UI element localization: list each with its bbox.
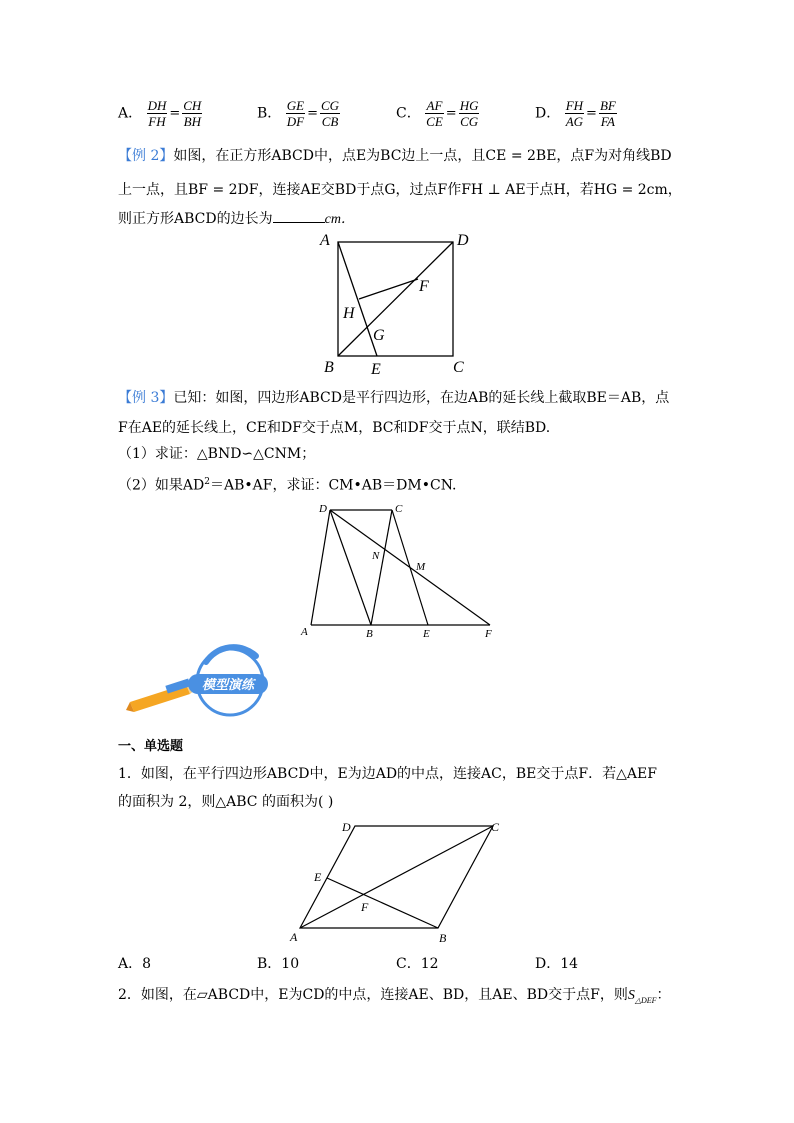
segment-db	[330, 510, 371, 625]
option-d: D． $\frac{FH}{AG}$ = $\frac{BF}{FA}$	[535, 98, 616, 129]
segment-ad	[311, 510, 330, 625]
diagonal-bd	[338, 242, 453, 356]
ex2-line2: 上一点，且BF = 2DF，连接AE交BD于点G，过点F作FH ⊥ AE于点H，若HG = 2cm，	[118, 182, 682, 198]
label-b: B	[439, 931, 447, 945]
answer-blank	[273, 208, 325, 223]
q1-option-b: B．10	[257, 956, 300, 972]
label-m: M	[416, 561, 426, 573]
diagonal-ac	[300, 826, 493, 928]
model-practice-badge	[126, 644, 272, 718]
segment-cb	[371, 510, 392, 625]
ex3-line1: 【例 3】已知：如图，四边形ABCD是平行四边形，在边AB的延长线上截取BE＝AB，点	[118, 390, 670, 406]
q1-line2: 的面积为 2，则△ABC 的面积为( )	[118, 794, 334, 810]
ex2-figure	[315, 228, 485, 376]
label-c: C	[395, 503, 403, 515]
label-a: A	[320, 232, 330, 249]
label-b: B	[324, 359, 334, 376]
label-e: E	[314, 870, 322, 884]
segment-fh	[359, 279, 418, 299]
label-a: A	[290, 930, 298, 944]
badge-label: 模型演练	[201, 677, 255, 692]
q1-option-d: D．14	[535, 956, 579, 972]
option-a: A． $\frac{DH}{FH}$ = $\frac{CH}{BH}$	[118, 98, 202, 129]
option-b: B． $\frac{GE}{DF}$ = $\frac{CG}{CB}$	[257, 98, 340, 129]
ex3-part2: （2）如果$AD^2=AB•AF$，求证：CM•AB＝DM•CN.	[118, 477, 457, 494]
label-c: C	[453, 359, 464, 376]
label-d: D	[342, 820, 351, 834]
label-a: A	[301, 626, 308, 638]
ex3-tag: 【例 3】	[118, 390, 174, 406]
label-b: B	[366, 628, 373, 640]
label-d: D	[457, 232, 469, 249]
ex3-line2: F在AE的延长线上，CE和DF交于点M，BC和DF交于点N，联结BD.	[118, 420, 551, 436]
ex3-part1: （1）求证：△BND∽△CNM；	[118, 446, 316, 462]
label-c: C	[491, 820, 500, 834]
segment-df	[330, 510, 490, 625]
label-e: E	[423, 628, 430, 640]
ex2-tag: 【例 2】	[118, 148, 174, 164]
segment-ae	[338, 242, 377, 356]
q1-line1: 1．如图，在平行四边形ABCD中，E为边AD的中点，连接AC，BE交于点F．若△AEF	[118, 766, 657, 782]
label-n: N	[372, 550, 380, 562]
ex3-figure	[298, 500, 508, 642]
label-h: H	[343, 305, 355, 322]
q1-option-a: A．8	[118, 956, 152, 972]
ex2-line1: 【例 2】如图，在正方形ABCD中，点E为BC边上一点，且CE = 2BE，点F为对角线BD	[118, 148, 672, 164]
label-f: F	[361, 900, 369, 914]
segment-be	[327, 878, 438, 928]
ex2-line3: 则正方形ABCD的边长为 cm．	[118, 208, 355, 230]
q1-figure	[285, 815, 510, 947]
option-c: C． $\frac{AF}{CE}$ = $\frac{HG}{CG}$	[396, 98, 479, 129]
label-d: D	[319, 503, 327, 515]
label-f: F	[485, 628, 492, 640]
label-e: E	[371, 361, 381, 376]
section-title: 一、单选题	[118, 739, 184, 754]
label-f: F	[419, 278, 429, 295]
q1-option-c: C．12	[396, 956, 439, 972]
label-g: G	[373, 327, 385, 344]
q2-line: 2．如图，在▱ABCD中，E为CD的中点，连接AE、BD，且AE、BD交于点F，则$S_{\triangle DEF}$：	[118, 987, 671, 1005]
